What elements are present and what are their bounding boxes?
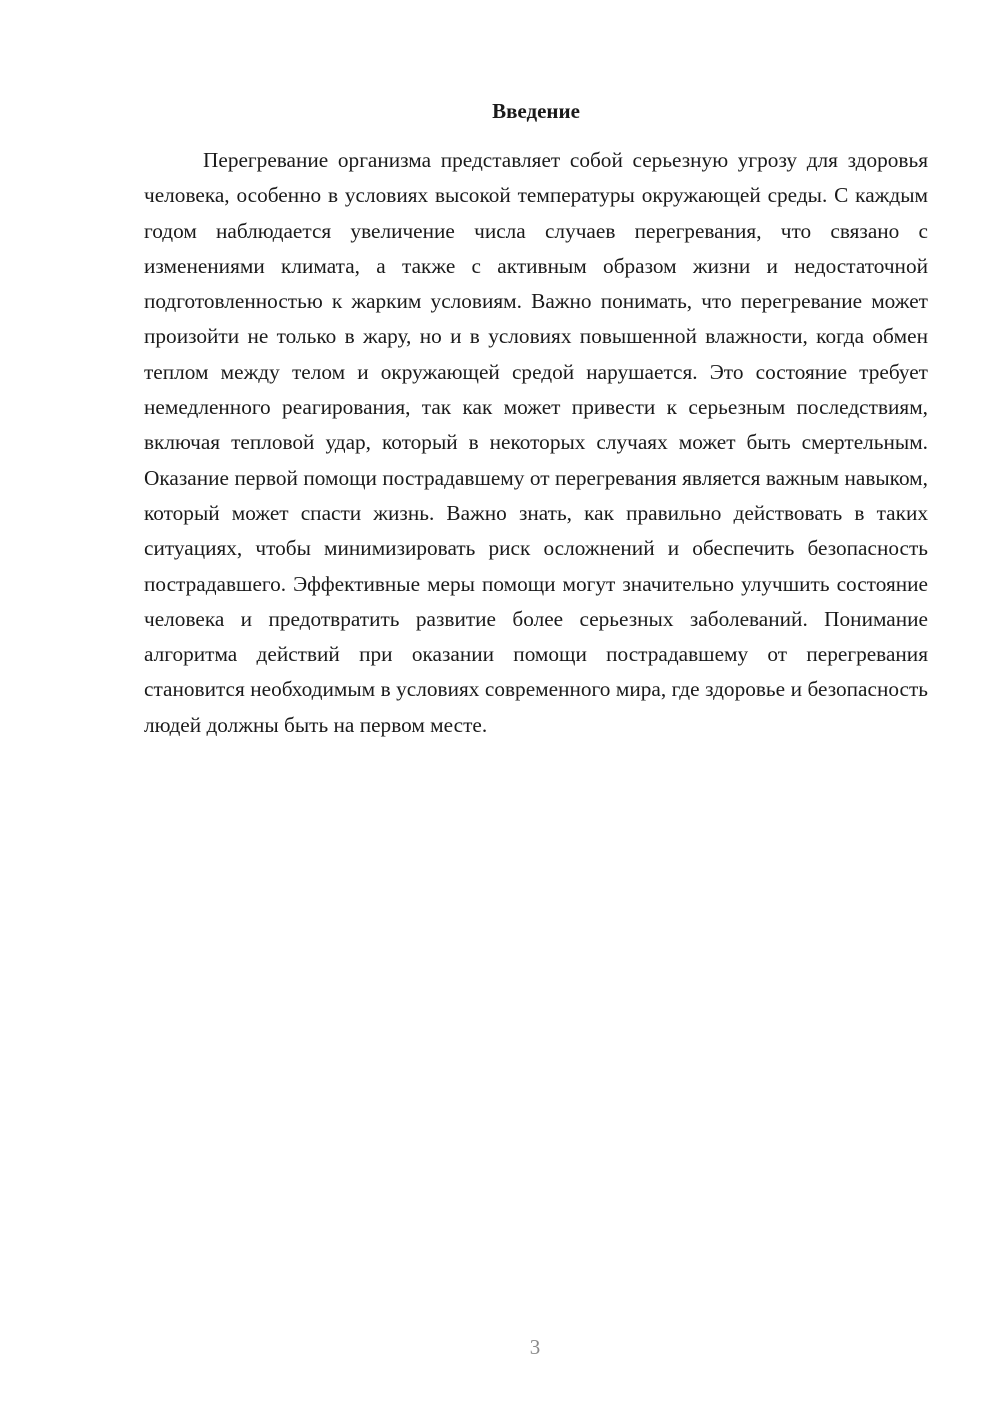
section-heading: Введение [492, 99, 580, 123]
body-paragraph: Перегревание организма представляет собой серьезную угрозу для здоровья человека, особенно в условиях высокой температуры окружающей среды. С каждым годом наблюдается увеличение числа случаев перегревания, что связано с изменениями климата, а также с активным образом жизни и недостаточной подготовленностью к жарким условиям. Важно понимать, что перегревание может произойти не только в жару, но и в условиях повышенной влажности, когда обмен теплом между телом и окружающей средой нарушается. Это состояние требует немедленного реагирования, так как может привести к серьезным последствиям, включая тепловой удар, который в некоторых случаях может быть смертельным. Оказание первой помощи пострадавшему от перегревания является важным навыком, который может спасти жизнь. Важно знать, как правильно действовать в таких ситуациях, чтобы минимизировать риск осложнений и обеспечить безопасность пострадавшего. Эффективные меры помощи могут значительно улучшить состояние человека и предотвратить развитие более серьезных заболеваний. Понимание алгоритма действий при оказании помощи пострадавшему от перегревания становится необходимым в условиях современного мира, где здоровье и безопасность людей должны быть на первом месте. [144, 148, 928, 737]
page-number: 3 [529, 1335, 541, 1359]
